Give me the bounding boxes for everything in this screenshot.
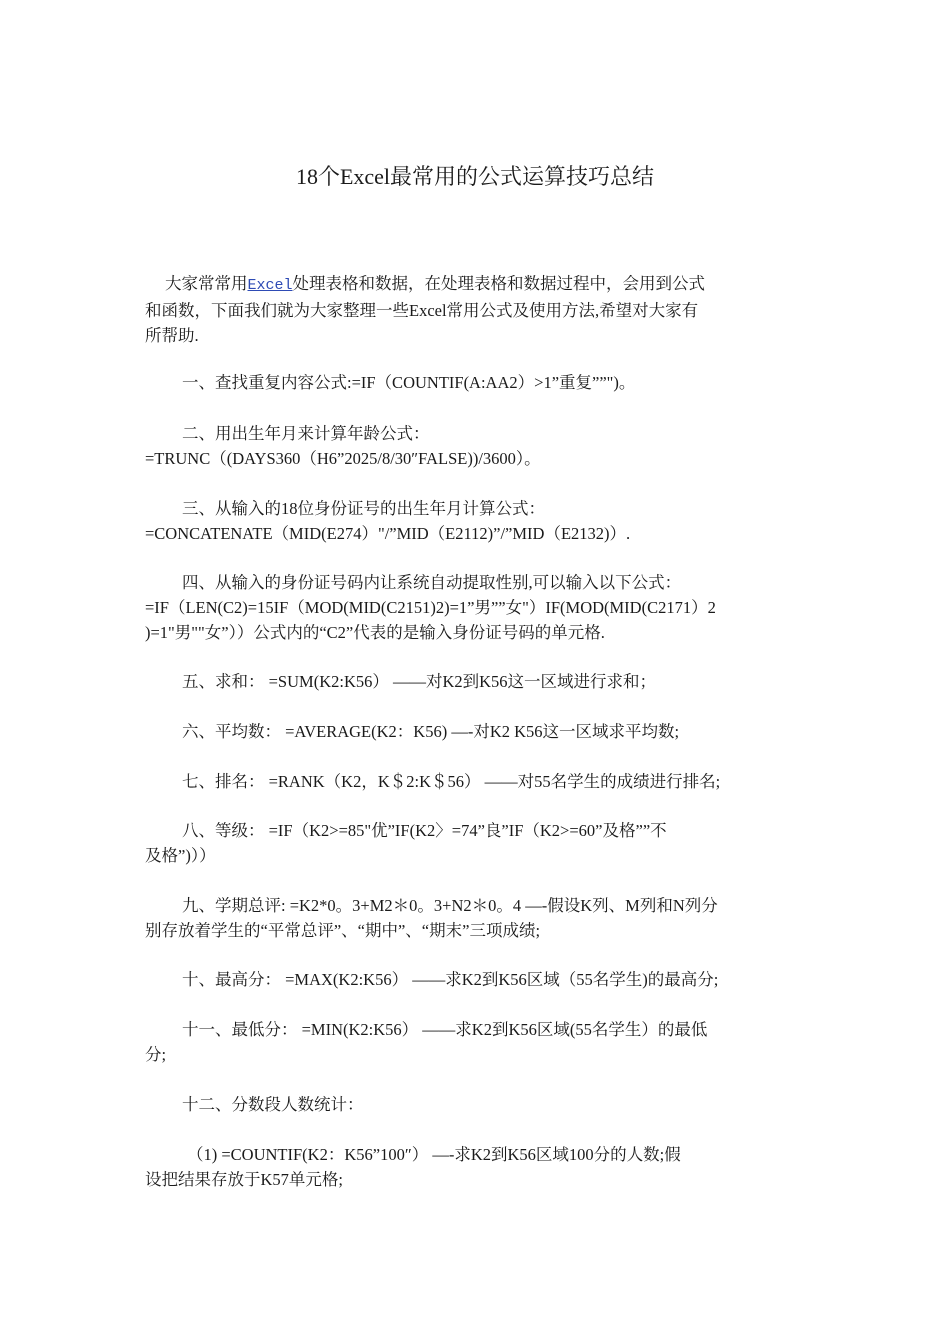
item-line: 别存放着学生的“平常总评”、“期中”、“期末”三项成绩; (145, 921, 541, 940)
item-6 (145, 719, 815, 744)
excel-link[interactable]: Excel (247, 277, 293, 294)
item-line: 二、用出生年月来计算年龄公式： (182, 424, 430, 443)
item-line: 及格”)）） (145, 846, 216, 865)
item-8 (145, 818, 815, 868)
item-line: 八、等级： =IF（K2>=85"优”IF(K2〉=74”良”IF（K2>=60”及格””不 (182, 821, 667, 840)
item-line: 六、平均数： =AVERAGE(K2：K56) —-对K2 K56这一区域求平均数; (182, 722, 680, 741)
intro-line-3: 所帮助. (145, 326, 199, 345)
intro-text-post: 处理表格和数据，在处理表格和数据过程中，会用到公式 (292, 274, 706, 293)
intro-line-1 (145, 271, 815, 298)
item-line: 分; (145, 1045, 167, 1064)
item-line: 一、查找重复内容公式:=IF（COUNTIF(A:AA2）>1”重复””")。 (182, 373, 636, 392)
item-line: 四、从输入的身份证号码内让系统自动提取性别,可以输入以下公式： (182, 573, 682, 592)
item-12 (145, 1092, 815, 1117)
item-12-sub-1 (145, 1142, 815, 1192)
intro-line-2: 和函数，下面我们就为大家整理一些Excel常用公式及使用方法,希望对大家有 (145, 301, 699, 320)
item-4 (145, 570, 815, 645)
item-line: 三、从输入的18位身份证号的出生年月计算公式： (182, 499, 545, 518)
item-line: 十二、分数段人数统计： (182, 1095, 364, 1114)
item-3 (145, 496, 815, 546)
item-5 (145, 669, 815, 694)
item-10 (145, 967, 815, 992)
item-line: =CONCATENATE（MID(E274）"/”MID（E2112)”/”MID（E2132)）. (145, 524, 631, 543)
item-11 (145, 1017, 815, 1067)
item-line: 十、最高分： =MAX(K2:K56） ——求K2到K56区域（55名学生)的最高分; (182, 970, 719, 989)
item-line: 十一、最低分： =MIN(K2:K56） ——求K2到K56区域(55名学生）的最低 (182, 1020, 708, 1039)
item-7 (145, 769, 815, 794)
document-title: 18个Excel最常用的公式运算技巧总结 (295, 164, 655, 189)
item-line: =TRUNC（(DAYS360（H6”2025/8/30″FALSE))/3600）。 (145, 449, 541, 468)
item-line: 七、排名： =RANK（K2，K＄2:K＄56） ——对55名学生的成绩进行排名; (182, 772, 721, 791)
item-2 (145, 421, 815, 471)
item-1 (145, 370, 815, 395)
item-line: =IF（LEN(C2)=15IF（MOD(MID(C2151)2)=1”男””女"）IF(MOD(MID(C2171）2 (145, 598, 716, 617)
item-9 (145, 893, 815, 943)
item-line: )=1"男""女”））公式内的“C2”代表的是输入身份证号码的单元格. (145, 623, 605, 642)
item-line: （1) =COUNTIF(K2：K56”100″） —-求K2到K56区域100分的人数;假 (187, 1145, 681, 1164)
intro-text-pre: 大家常常用 (165, 274, 248, 293)
item-line: 五、求和： =SUM(K2:K56） ——对K2到K56这一区域进行求和； (182, 672, 657, 691)
item-line: 九、学期总评: =K2*0。3+M2＊0。3+N2＊0。4 —-假设K列、M列和N列分 (182, 896, 718, 915)
intro-paragraph (145, 271, 815, 348)
item-line: 设把结果存放于K57单元格; (145, 1170, 343, 1189)
